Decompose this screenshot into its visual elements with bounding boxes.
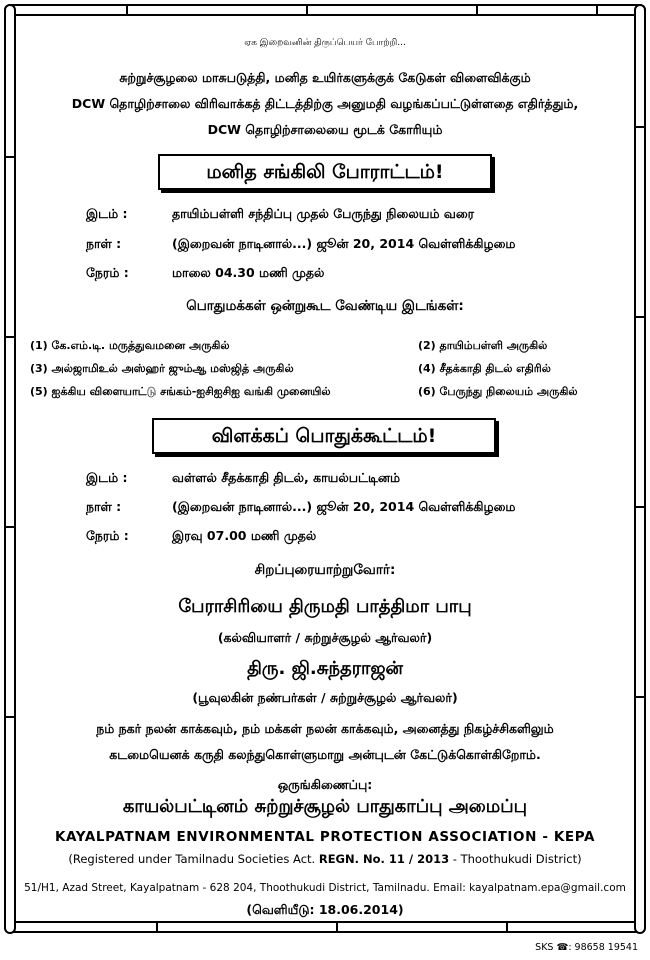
frame-bottom xyxy=(4,921,646,933)
speaker-2-role: (பூவுலகின் நண்பர்கள் / சுற்றுச்சூழல் ஆர்வலர்) xyxy=(192,690,458,705)
speaker-2-name: திரு. ஜி.சுந்தராஜன் xyxy=(247,658,403,679)
meeting-date: (இறைவன் நாடினால்...) ஜூன் 20, 2014 வெள்ளிக்கிழமை xyxy=(172,499,516,514)
organizer-tamil: காயல்பட்டினம் சுற்றுச்சூழல் பாதுகாப்பு அமைப்பு xyxy=(122,796,528,817)
appeal-line-2: கடமையெனக் கருதி கலந்துகொள்ளுமாறு அன்புடன் கேட்டுக்கொள்கிறோம். xyxy=(109,747,541,762)
release-date: (வெளியீடு: 18.06.2014) xyxy=(246,902,404,917)
meeting-title: விளக்கப் பொதுக்கூட்டம்! xyxy=(152,418,496,454)
organizer-label: ஒருங்கிணைப்பு: xyxy=(277,777,373,792)
registration-number: REGN. No. 11 / 2013 xyxy=(318,852,450,866)
frame-left xyxy=(4,4,16,934)
meeting-time: இரவு 07.00 மணி முதல் xyxy=(172,528,317,543)
location-6: (6) பேருந்து நிலையம் அருகில் xyxy=(418,385,578,398)
location-2: (2) தாயிம்பள்ளி அருகில் xyxy=(418,339,548,352)
protest-title: மனித சங்கிலி போராட்டம்! xyxy=(158,154,492,190)
protest-date-label: நாள் : xyxy=(86,236,122,251)
protest-place: தாயிம்பள்ளி சந்திப்பு முதல் பேருந்து நிலையம் வரை xyxy=(172,206,475,221)
frame-right xyxy=(634,4,646,934)
meeting-place: வள்ளல் சீதக்காதி திடல், காயல்பட்டினம் xyxy=(172,470,401,485)
speaker-1-name: பேராசிரியை திருமதி பாத்திமா பாபு xyxy=(178,596,472,617)
location-3: (3) அல்ஜாமிஉல் அஸ்ஹர் ஜும்ஆ மஸ்ஜித் அருகில் xyxy=(30,362,294,375)
intro-line-3: DCW தொழிற்சாலையை மூடக் கோரியும் xyxy=(207,122,443,137)
meeting-place-label: இடம் : xyxy=(86,470,128,485)
intro-line-2: DCW தொழிற்சாலை விரிவாக்கத் திட்டத்திற்கு அனுமதி வழங்கப்பட்டுள்ளதை எதிர்த்தும், xyxy=(71,96,579,111)
protest-time: மாலை 04.30 மணி முதல் xyxy=(172,265,325,280)
registration-prefix: (Registered under Tamilnadu Societies Act. xyxy=(68,852,316,866)
location-4: (4) சீதக்காதி திடல் எதிரில் xyxy=(418,362,551,375)
registration xyxy=(0,852,650,866)
speakers-heading: சிறப்புரையாற்றுவோர்: xyxy=(254,562,396,578)
protest-time-label: நேரம் : xyxy=(86,265,129,280)
location-1: (1) கே.எம்.டி. மருத்துவமனை அருகில் xyxy=(30,339,230,352)
printer-credit: SKS ☎: 98658 19541 xyxy=(535,942,638,953)
registration-suffix: - Thoothukudi District) xyxy=(452,852,582,866)
gather-heading: பொதுமக்கள் ஒன்றுகூட வேண்டிய இடங்கள்: xyxy=(186,298,464,314)
intro-line-1: சுற்றுச்சூழலை மாசுபடுத்தி, மனித உயிர்களுக்குக் கேடுகள் விளைவிக்கும் xyxy=(119,70,531,85)
frame-top xyxy=(4,4,646,16)
organizer-english: KAYALPATNAM ENVIRONMENTAL PROTECTION ASSOCIATION - KEPA xyxy=(54,829,596,845)
location-5: (5) ஐக்கிய விளையாட்டு சங்கம்-ஐசிஐசிஐ வங்கி முனையில் xyxy=(30,385,331,398)
speaker-1-role: (கல்வியாளர் / சுற்றுச்சூழல் ஆர்வலர்) xyxy=(217,630,433,645)
appeal-line-1: நம் நகர் நலன் காக்கவும், நம் மக்கள் நலன் காக்கவும், அனைத்து நிகழ்ச்சிகளிலும் xyxy=(96,721,554,736)
protest-place-label: இடம் : xyxy=(86,206,128,221)
meeting-time-label: நேரம் : xyxy=(86,528,129,543)
invocation: ஏக இறைவனின் திருப்பெயர் போற்றி... xyxy=(244,38,406,48)
protest-date: (இறைவன் நாடினால்...) ஜூன் 20, 2014 வெள்ளிக்கிழமை xyxy=(172,236,516,251)
address: 51/H1, Azad Street, Kayalpatnam - 628 204, Thoothukudi District, Tamilnadu. Email: kayalpatnam.epa@gmail.com xyxy=(24,882,626,894)
meeting-date-label: நாள் : xyxy=(86,499,122,514)
